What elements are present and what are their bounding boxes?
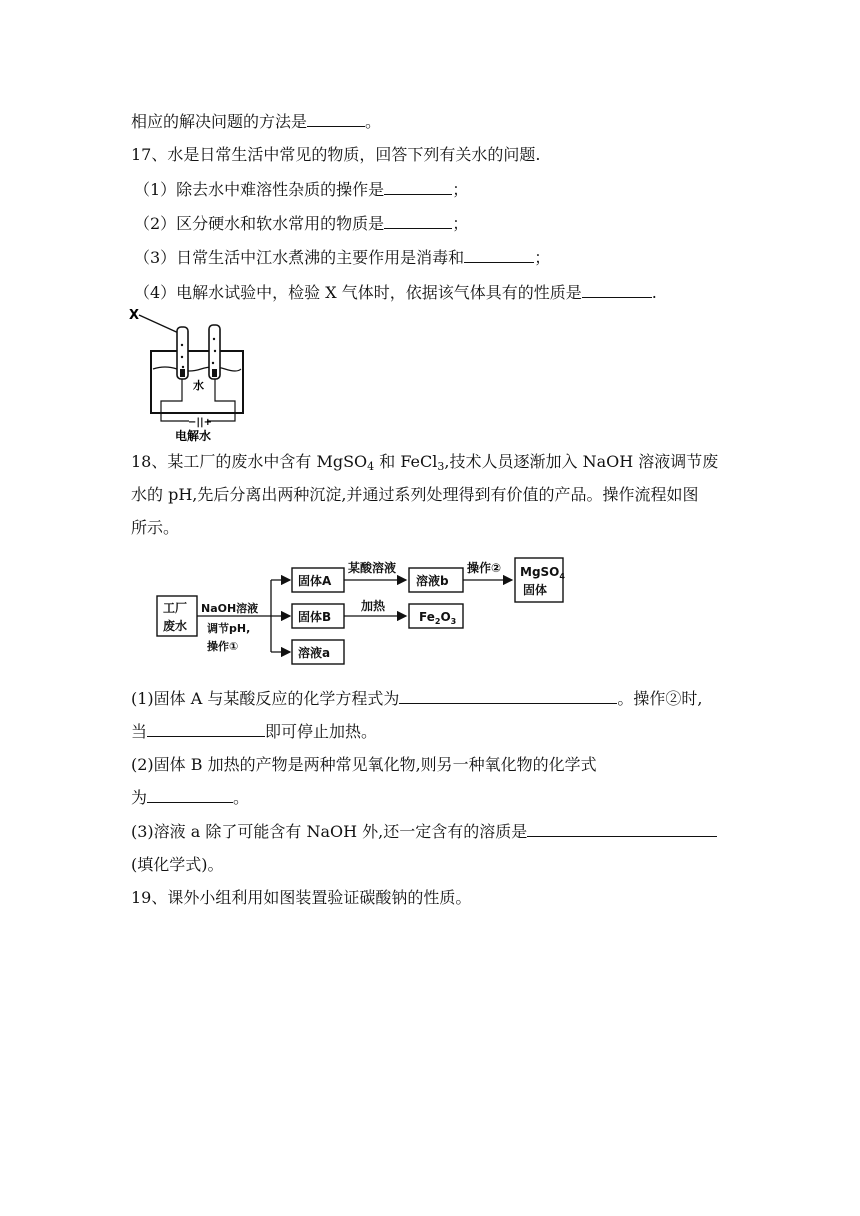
svg-text:操作①: 操作①	[207, 640, 239, 653]
q17-item-1: （1）除去水中难溶性杂质的操作是 ；	[134, 180, 469, 199]
q18-intro-2: 水的 pH,先后分离出两种沉淀,并通过系列处理得到有价值的产品。操作流程如图	[131, 485, 699, 504]
electrolysis-figure	[125, 305, 255, 445]
q19-title: 19、课外小组利用如图装置验证碳酸钠的性质。	[131, 888, 472, 907]
answer-blank[interactable]	[307, 112, 365, 127]
battery-icon: −||+	[188, 417, 213, 428]
q18-intro-1: 18、某工厂的废水中含有 MgSO$_4$ 和 FeCl$_3$,技术人员逐渐加入 NaOH 溶液调节废	[131, 452, 719, 473]
answer-blank[interactable]	[527, 822, 717, 837]
q18-part2-line1: (2)固体 B 加热的产物是两种常见氧化物,则另一种氧化物的化学式	[131, 755, 597, 774]
svg-text:固体A: 固体A	[298, 574, 332, 588]
q18-part1-line2: 当 即可停止加热。	[131, 722, 378, 741]
q17-item-3: （3）日常生活中江水煮沸的主要作用是消毒和 ；	[134, 248, 551, 267]
svg-text:固体B: 固体B	[298, 610, 332, 624]
svg-text:固体: 固体	[523, 583, 548, 597]
q18-part2-line2: 为 。	[131, 788, 250, 807]
q18-part1-line1: (1)固体 A 与某酸反应的化学方程式为 。操作②时,	[131, 689, 703, 708]
svg-text:溶液a: 溶液a	[298, 646, 331, 660]
q16-tail: 相应的解决问题的方法是 。	[131, 112, 382, 131]
q17-item-2: （2）区分硬水和软水常用的物质是 ；	[134, 214, 469, 233]
svg-text:Fe2O3: $Fe_2O_3$	[419, 610, 457, 626]
q18-part3-line1: (3)溶液 a 除了可能含有 NaOH 外,还一定含有的溶质是	[131, 822, 717, 842]
process-flowchart	[155, 554, 575, 670]
answer-blank[interactable]	[384, 180, 452, 195]
q18-intro-3: 所示。	[131, 518, 180, 537]
water-label: 水	[193, 379, 204, 392]
answer-blank[interactable]	[147, 788, 233, 803]
answer-blank[interactable]	[582, 283, 652, 298]
answer-blank[interactable]	[399, 689, 617, 704]
svg-text:MgSO4: MgSO$_4$	[520, 565, 565, 581]
svg-text:加热: 加热	[361, 599, 386, 613]
svg-text:调节pH,: 调节pH,	[207, 622, 251, 635]
q18-part3-line2: (填化学式)。	[131, 855, 224, 874]
q17-title: 17、水是日常生活中常见的物质，回答下列有关水的问题.	[131, 145, 541, 164]
svg-text:工厂: 工厂	[163, 601, 188, 615]
figure-caption: 电解水	[175, 429, 212, 443]
answer-blank[interactable]	[147, 722, 265, 737]
svg-text:NaOH溶液: NaOH溶液	[201, 602, 259, 615]
svg-text:废水: 废水	[163, 619, 188, 633]
x-gas-label: X	[129, 308, 140, 323]
svg-text:某酸溶液: 某酸溶液	[348, 561, 397, 575]
answer-blank[interactable]	[464, 248, 534, 263]
svg-text:操作②: 操作②	[467, 561, 502, 575]
q17-item-4: （4）电解水试验中，检验 X 气体时，依据该气体具有的性质是 .	[134, 283, 657, 302]
answer-blank[interactable]	[384, 214, 452, 229]
svg-text:溶液b: 溶液b	[416, 574, 449, 588]
